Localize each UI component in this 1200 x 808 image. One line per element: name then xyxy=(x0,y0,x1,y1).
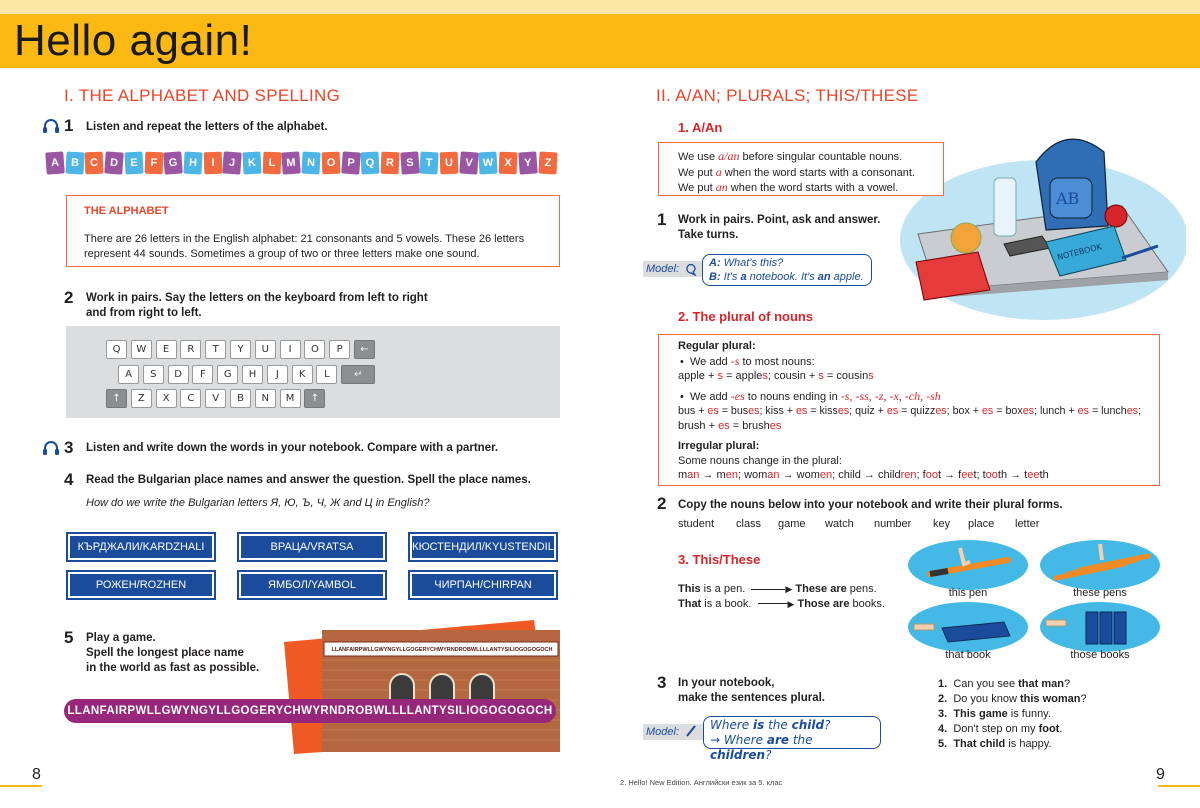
exercise-number: 3 xyxy=(657,673,667,692)
example-text-segment: es xyxy=(707,405,719,417)
exercise-question: How do we write the Bulgarian letters Я, Ю, Ъ, Ч, Ж and Ц in English? xyxy=(86,497,430,509)
alphabet-letter-tile: C xyxy=(85,152,104,175)
example-text-segment: s xyxy=(818,370,824,382)
header-top-stripe xyxy=(0,0,1200,14)
model-label: Model: xyxy=(646,263,680,275)
example-text-segment: = apple xyxy=(722,370,763,382)
example-text-segment: es xyxy=(1077,405,1089,417)
example-text-segment: ; box + xyxy=(946,405,982,417)
keyboard-key: O xyxy=(304,340,325,359)
example-text-segment: es xyxy=(1022,405,1034,417)
speech-icon xyxy=(684,262,698,276)
example-text-segment: brush + xyxy=(678,419,719,432)
list-item: 2. Do you know this woman? xyxy=(938,693,1087,705)
example-text-segment: en xyxy=(819,469,833,481)
alphabet-box-text: There are 26 letters in the English alphabet: 21 consonants and 5 vowels. These 26 letters represent 44 sounds. Sometimes a group of two or three letters make one sound. xyxy=(84,233,525,260)
footer-line-right xyxy=(1158,785,1200,787)
exercise-instruction: Copy the nouns below into your notebook and write their plural forms. xyxy=(678,499,1063,511)
example-text-segment: en xyxy=(725,469,738,481)
example-text-segment: ; quiz + xyxy=(849,405,887,417)
picture-caption: those books xyxy=(1070,649,1130,661)
example-text-segment: ren xyxy=(900,469,917,481)
shift-key-icon: ↑ xyxy=(304,389,325,408)
alphabet-letter-tile: V xyxy=(459,151,478,174)
example-text-segment: an xyxy=(767,469,780,481)
footer-credit: 2. Hello! New Edition. Английски език за 5. клас xyxy=(620,778,783,787)
backspace-key-icon: ← xyxy=(354,340,375,359)
alphabet-letter-tile: F xyxy=(144,152,163,175)
alphabet-letter-tile: A xyxy=(45,151,64,174)
page-number-right: 9 xyxy=(1156,766,1165,783)
noun-word: place xyxy=(968,518,995,530)
apple-icon xyxy=(1105,205,1127,227)
example-text-segment: es xyxy=(886,405,899,417)
bread-roll-icon xyxy=(951,223,981,253)
noun-word: watch xyxy=(825,518,854,530)
alphabet-letter-tile: R xyxy=(381,152,400,175)
model-label: Model: xyxy=(646,726,680,738)
keyboard-key: P xyxy=(329,340,350,359)
alphabet-letter-tile: I xyxy=(203,152,222,175)
keyboard-key: M xyxy=(280,389,301,408)
section-title-alphabet: I. THE ALPHABET AND SPELLING xyxy=(64,86,341,105)
backpack-icon xyxy=(1036,139,1108,230)
station-sign-text: LLANFAIRPWLLGWYNGYLLGOGERYCHWYRNDROBWLLLLANTYSILIOGOGOGOCH xyxy=(331,647,553,653)
keyboard-key: G xyxy=(217,365,238,384)
shift-key-icon: ↑ xyxy=(106,389,127,408)
alphabet-letter-tile: E xyxy=(124,152,143,175)
pens-icon xyxy=(1040,540,1160,590)
keyboard-key: J xyxy=(267,365,288,384)
keyboard-key: Z xyxy=(131,389,152,408)
example-text-segment: th → t xyxy=(997,469,1028,481)
place-name-yambol: ЯМБОЛ/YAMBOL xyxy=(237,570,387,600)
place-name-chirpan: ЧИРПАН/CHIRPAN xyxy=(408,570,558,600)
headphones-icon xyxy=(42,118,60,134)
pencil-icon xyxy=(684,724,698,738)
exercise-instruction: Listen and repeat the letters of the alphabet. xyxy=(86,121,328,133)
example-text-segment: ee xyxy=(961,469,974,481)
keyboard-key: R xyxy=(180,340,201,359)
example-text-segment: t; t xyxy=(973,469,986,481)
place-name-vratsa: ВРАЦА/VRATSA xyxy=(237,532,387,562)
alphabet-letter-tile: G xyxy=(163,151,182,174)
example-text-segment: oo xyxy=(925,469,938,481)
example-text-segment: ; wom xyxy=(737,469,768,481)
example-text-segment: = kiss xyxy=(807,405,838,417)
example-text-segment: es xyxy=(795,405,808,417)
example-text-segment: apple + xyxy=(678,370,718,382)
keyboard-key: I xyxy=(280,340,301,359)
alphabet-letter-tile: T xyxy=(420,152,439,175)
list-item: 1. Can you see that man? xyxy=(938,678,1071,690)
enter-key-icon: ↵ xyxy=(341,365,375,384)
example-text-segment: es xyxy=(1126,405,1138,417)
list-item: 4. Don't step on my foot. xyxy=(938,723,1063,735)
this-these-examples: This is a pen. ▶ These are pens. That is a book. ▶ Those are books. xyxy=(678,583,885,610)
book-icon xyxy=(908,602,1028,652)
sentence-list xyxy=(938,677,1087,752)
example-text-segment: ; f xyxy=(916,469,926,481)
alphabet-box-heading: THE ALPHABET xyxy=(84,205,169,217)
example-text-segment: th xyxy=(1039,469,1049,481)
exercise-instruction: In your notebook, make the sentences plural. xyxy=(678,677,826,704)
long-place-name-banner: LLANFAIRPWLLGWYNGYLLGOGERYCHWYRNDROBWLLLLANTYSILIOGOGOGOCH xyxy=(64,699,556,723)
subsection-title-plural: 2. The plural of nouns xyxy=(678,309,814,324)
keyboard-key: U xyxy=(255,340,276,359)
keyboard-key: F xyxy=(192,365,213,384)
example-text-segment: = cousin xyxy=(823,370,869,382)
list-item: 3. This game is funny. xyxy=(938,708,1051,720)
example-text-segment: es xyxy=(769,419,782,432)
alphabet-letter-tile: Q xyxy=(361,152,380,175)
place-name-kyustendil: КЮСТЕНДИЛ/KYUSTENDIL xyxy=(408,532,558,562)
example-text-segment: ; lunch + xyxy=(1034,405,1078,417)
picture-caption: these pens xyxy=(1073,587,1127,599)
exercise-instruction: Work in pairs. Point, ask and answer. Take turns. xyxy=(678,214,881,241)
place-name-kardzhali: КЪРДЖАЛИ/KARDZHALI xyxy=(66,532,216,562)
exercise-instruction: Play a game. Spell the longest place name in the world as fast as possible. xyxy=(86,632,260,674)
keyboard-key: Y xyxy=(230,340,251,359)
alphabet-letter-tile: Z xyxy=(538,152,557,175)
example-text-segment: → m xyxy=(699,469,726,481)
subsection-title-a-an: 1. A/An xyxy=(678,120,723,135)
alphabet-letter-tile: D xyxy=(104,151,123,174)
model-dialogue-bubble: A: What's this? B: It's a notebook. It's an apple. xyxy=(702,254,872,286)
alphabet-letter-tile: K xyxy=(242,152,261,175)
keyboard-key: L xyxy=(316,365,337,384)
model-sentence-bubble: Where is the child? → Where are the children? xyxy=(703,716,881,749)
alphabet-letter-tile: B xyxy=(65,152,84,175)
exercise-instruction: Listen and write down the words in your notebook. Compare with a partner. xyxy=(86,442,499,454)
noun-word: number xyxy=(874,518,912,530)
keyboard-key: K xyxy=(292,365,313,384)
example-text-segment: bus + xyxy=(678,405,708,417)
example-text-segment: ; xyxy=(1138,405,1141,417)
pen-icon xyxy=(908,540,1028,590)
station-sign-photo xyxy=(284,620,562,754)
example-text-segment: s xyxy=(868,370,874,382)
footer-line-left xyxy=(0,785,42,787)
example-text-segment: s xyxy=(762,370,768,382)
alphabet-letter-tile: H xyxy=(183,152,202,175)
section-title-grammar: II. A/AN; PLURALS; THIS/THESE xyxy=(656,86,919,105)
page-number-left: 8 xyxy=(32,766,41,783)
noun-word: student xyxy=(678,518,715,530)
example-text-segment: = bus xyxy=(718,405,749,417)
keyboard-key: D xyxy=(168,365,189,384)
exercise-number: 4 xyxy=(64,470,74,489)
keyboard-illustration xyxy=(66,326,560,418)
example-text-segment: es xyxy=(718,419,730,432)
example-text-segment: = lunch xyxy=(1088,405,1127,417)
exercise-number: 1 xyxy=(657,210,667,229)
example-text-segment: ; kiss + xyxy=(759,405,796,417)
keyboard-key: Q xyxy=(106,340,127,359)
noun-word: game xyxy=(778,518,806,530)
keyboard-key: E xyxy=(156,340,177,359)
alphabet-letter-tile: P xyxy=(341,151,360,174)
keyboard-key: T xyxy=(205,340,226,359)
example-text-segment: t → f xyxy=(937,469,962,481)
keyboard-key: X xyxy=(156,389,177,408)
list-item: 5. That child is happy. xyxy=(938,738,1052,750)
alphabet-tiles xyxy=(46,150,566,176)
example-text-segment: = brush xyxy=(729,419,770,432)
books-icon xyxy=(1040,602,1160,652)
keyboard-key: N xyxy=(255,389,276,408)
subsection-title-this-these: 3. This/These xyxy=(678,552,761,567)
keyboard-key: B xyxy=(230,389,251,408)
a-an-rule-text: We use a/an before singular countable nouns. We put a when the word starts with a consonant. We put an when the word starts with a vowel. xyxy=(678,149,915,194)
exercise-number: 2 xyxy=(64,288,74,307)
keyboard-key: S xyxy=(143,365,164,384)
keyboard-key: W xyxy=(131,340,152,359)
noun-word: letter xyxy=(1015,518,1040,530)
alphabet-letter-tile: W xyxy=(479,152,498,175)
place-name-rozhen: РОЖЕН/ROZHEN xyxy=(66,570,216,600)
alphabet-letter-tile: S xyxy=(400,151,419,174)
example-text-segment: es xyxy=(935,405,947,417)
exercise-instruction: Work in pairs. Say the letters on the keyboard from left to right and from right to left. xyxy=(86,292,428,319)
example-text-segment: → wom xyxy=(779,469,820,481)
svg-text:AB: AB xyxy=(1056,189,1080,208)
alphabet-letter-tile: X xyxy=(499,152,518,175)
notebook-label: NOTEBOOK xyxy=(1056,242,1103,262)
exercise-number: 3 xyxy=(64,438,74,457)
example-text-segment: es xyxy=(748,405,760,417)
keyboard-key: A xyxy=(118,365,139,384)
alphabet-letter-tile: U xyxy=(440,152,459,175)
example-text-segment: = box xyxy=(993,405,1023,417)
exercise-number: 2 xyxy=(657,494,667,513)
keyboard-key: C xyxy=(180,389,201,408)
headphones-icon xyxy=(42,440,60,456)
alphabet-letter-tile: N xyxy=(302,152,321,175)
alphabet-letter-tile: O xyxy=(321,152,340,175)
keyboard-key: V xyxy=(205,389,226,408)
page-title: Hello again! xyxy=(14,16,253,65)
alphabet-letter-tile: J xyxy=(223,151,242,174)
picture-caption: this pen xyxy=(948,587,988,599)
noun-word: class xyxy=(736,518,762,530)
example-text-segment: m xyxy=(678,469,688,481)
exercise-number: 1 xyxy=(64,116,74,135)
example-text-segment: ; child → child xyxy=(832,469,901,481)
noun-word: key xyxy=(933,518,951,530)
example-text-segment: ; cousin + xyxy=(767,370,819,382)
alphabet-letter-tile: M xyxy=(282,151,301,174)
example-text-segment: oo xyxy=(985,469,998,481)
alphabet-letter-tile: L xyxy=(262,152,281,175)
keyboard-key: H xyxy=(242,365,263,384)
example-text-segment: ee xyxy=(1027,469,1040,481)
example-text-segment: es xyxy=(981,405,994,417)
exercise-number: 5 xyxy=(64,628,74,647)
example-text-segment: an xyxy=(687,469,700,481)
exercise-instruction: Read the Bulgarian place names and answer the question. Spell the place names. xyxy=(86,474,531,486)
alphabet-letter-tile: Y xyxy=(518,151,537,174)
water-bottle-icon xyxy=(994,178,1016,236)
picture-caption: that book xyxy=(945,649,991,661)
example-text-segment: s xyxy=(717,370,723,382)
example-text-segment: = quizz xyxy=(898,405,936,417)
example-text-segment: es xyxy=(837,405,850,417)
plural-rule-text: Regular plural: • We add -s to most nouns: apple + s = apples; cousin + s = cousins • We add -es to nouns ending in -s, -ss, -z, -x, -ch, -sh bus + es = buses; kiss + es = kisses; quiz + es = quizzes; box + es = boxes; lunch + es = lunches; brush + es = brushes Irregular plural: Some nouns change in the plural: man → men; woman → women; child → children; foot → feet; tooth → teeth xyxy=(678,340,1141,481)
